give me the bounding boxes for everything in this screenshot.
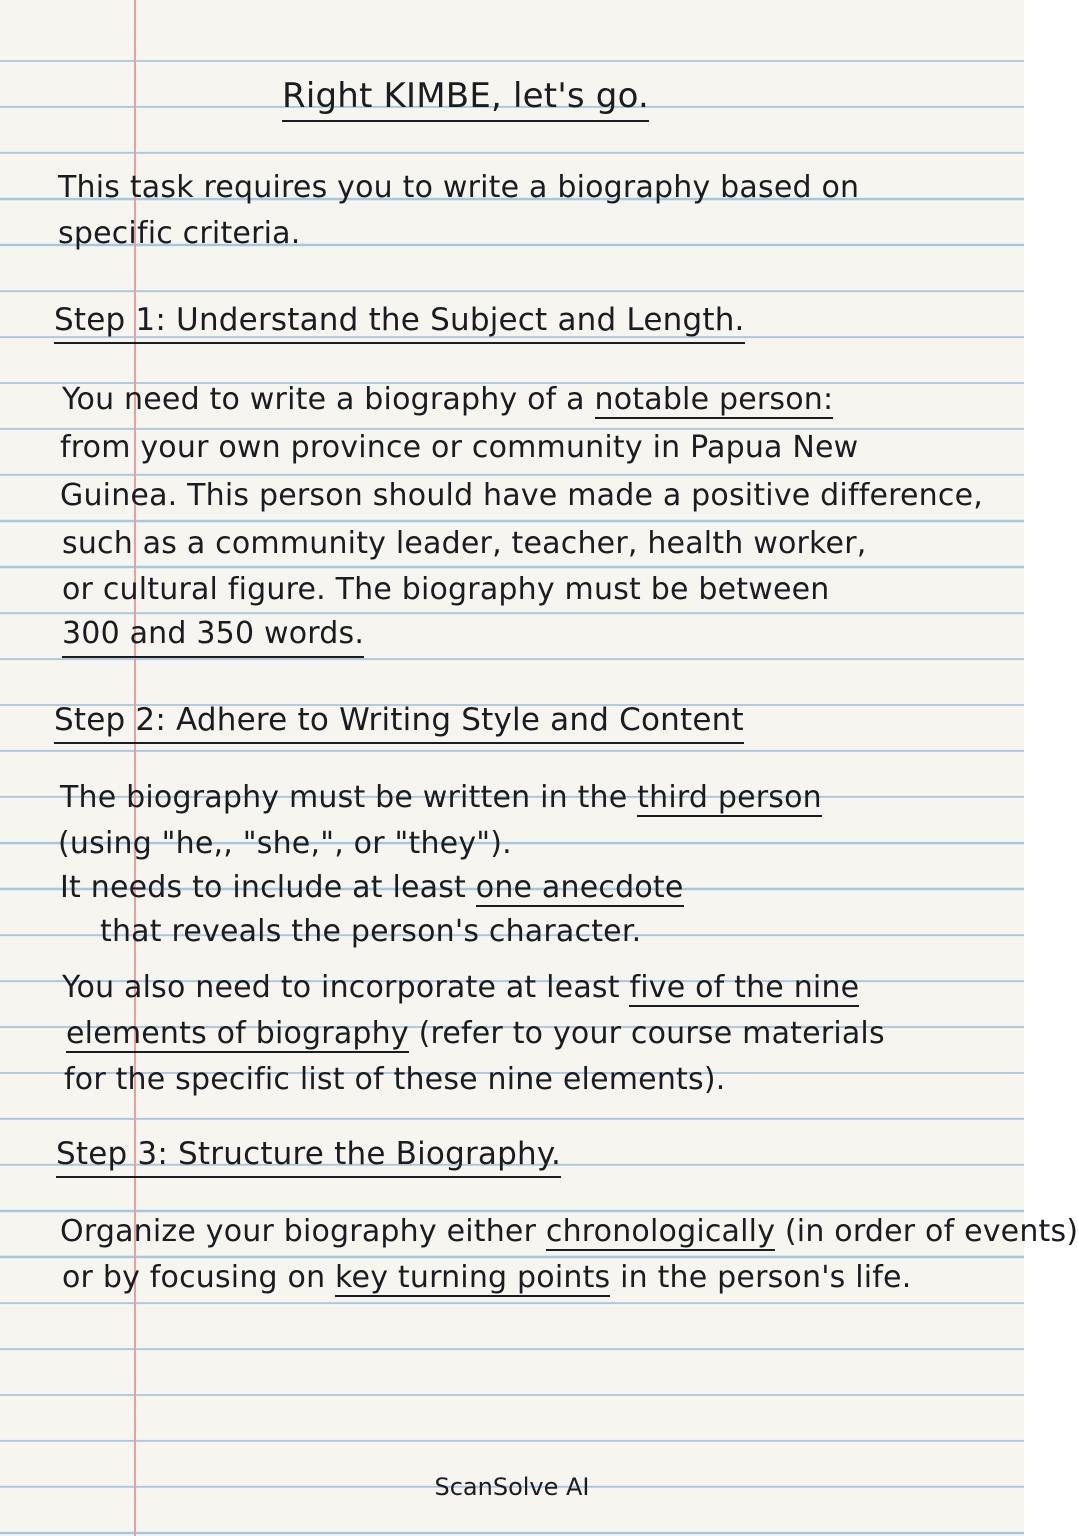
step-3-line-2: [62, 1258, 911, 1298]
step-1-line-1: [62, 380, 833, 420]
step-2-line-7: for the specific list of these nine elements).: [64, 1062, 726, 1097]
step-3-line-1-text-c: (in order of events): [775, 1214, 1078, 1249]
step-2-line-5: [62, 968, 859, 1008]
step-3-emphasis-chronologically: chronologically: [545, 1214, 776, 1249]
step-2-emphasis-elements-of-biography: elements of biography: [66, 1016, 409, 1051]
step-3-line-2-text-a: or by focusing on: [62, 1260, 336, 1295]
step-2-line-1-text: The biography must be written in the: [60, 780, 638, 815]
step-1-line-1-text: You need to write a biography of a: [62, 382, 595, 417]
step-1-line-5: or cultural figure. The biography must be between: [62, 572, 830, 607]
step-2-line-2: (using "he,, "she,", or "they").: [58, 826, 512, 861]
step-2-line-1: [60, 778, 822, 818]
step-1-heading: Step 1: Understand the Subject and Length.: [54, 300, 745, 344]
step-3-line-1-text-a: Organize your biography either: [60, 1214, 546, 1249]
step-2-line-6-text: (refer to your course materials: [408, 1016, 885, 1051]
step-1-line-2: from your own province or community in Papua New: [60, 430, 859, 465]
step-3-line-1: [60, 1212, 1078, 1252]
step-1-line-3: Guinea. This person should have made a positive difference,: [60, 478, 983, 513]
step-2-emphasis-third-person: third person: [637, 780, 822, 815]
step-2-line-6: [66, 1014, 885, 1054]
step-2-line-5-text: You also need to incorporate at least: [62, 970, 630, 1005]
step-2-line-3-text: It needs to include at least: [60, 870, 476, 905]
step-2-line-4: that reveals the person's character.: [100, 914, 642, 949]
step-1-emphasis-word-count: 300 and 350 words.: [62, 614, 364, 658]
step-2-heading: Step 2: Adhere to Writing Style and Content: [54, 700, 744, 744]
intro-line-2: specific criteria.: [58, 216, 301, 251]
page-title: Right KIMBE, let's go.: [282, 74, 649, 122]
step-3-line-2-text-c: in the person's life.: [610, 1260, 912, 1295]
step-1-emphasis-notable-person: notable person:: [594, 382, 834, 417]
step-2-line-3: [60, 868, 684, 908]
step-3-heading: Step 3: Structure the Biography.: [56, 1134, 561, 1178]
footer-brand: ScanSolve AI: [434, 1473, 590, 1501]
step-2-emphasis-five-of-nine: five of the nine: [629, 970, 860, 1005]
step-2-emphasis-one-anecdote: one anecdote: [475, 870, 684, 905]
step-3-emphasis-key-turning-points: key turning points: [335, 1260, 611, 1295]
step-1-line-4: such as a community leader, teacher, health worker,: [62, 526, 867, 561]
intro-line-1: This task requires you to write a biography based on: [58, 170, 860, 205]
